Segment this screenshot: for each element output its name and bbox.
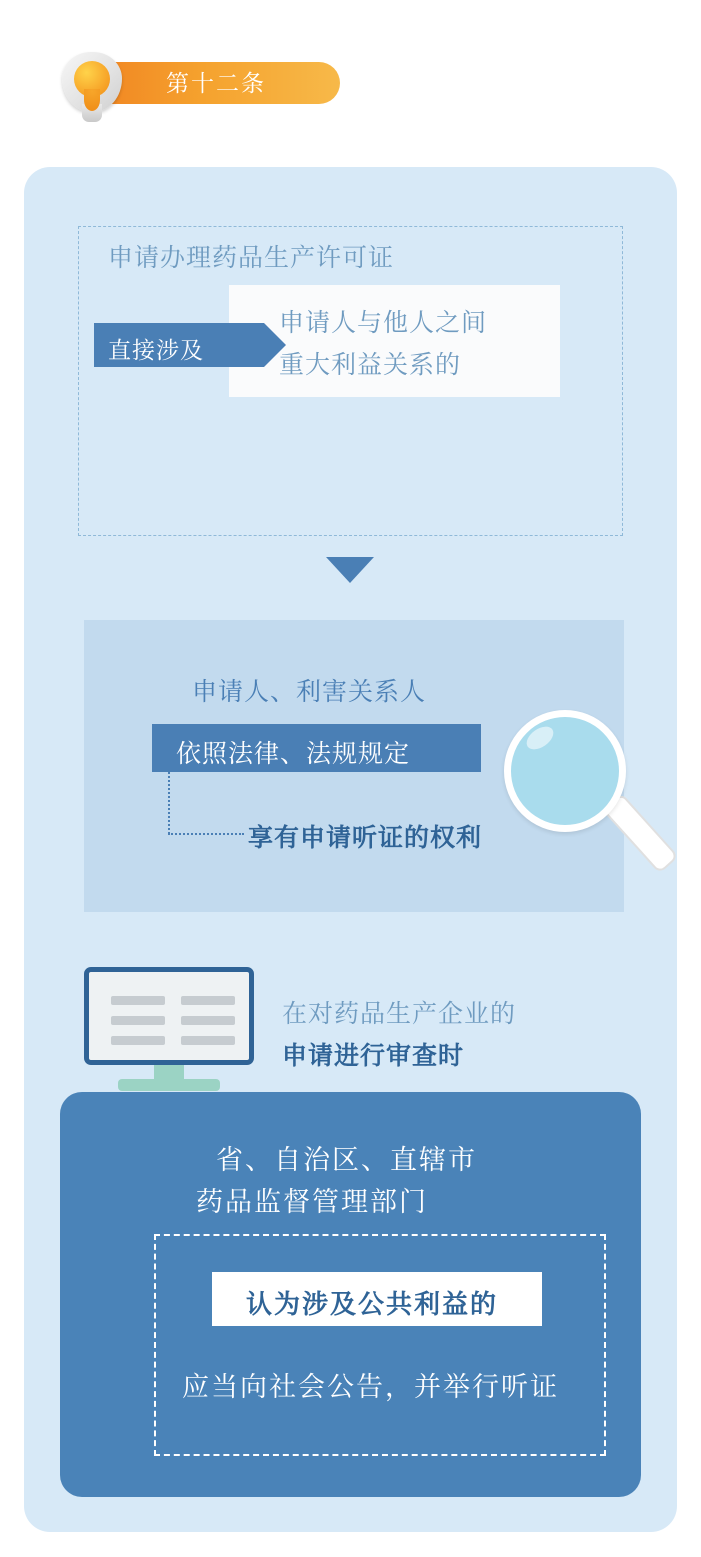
block1-tag-label: 直接涉及 <box>108 337 204 363</box>
review-line1: 在对药品生产企业的 <box>282 1000 517 1028</box>
lightbulb-filament <box>74 61 110 97</box>
block3-line2: 药品监督管理部门 <box>196 1187 428 1217</box>
monitor-content-line <box>111 996 165 1005</box>
monitor-content-line <box>111 1036 165 1045</box>
review-line2: 申请进行审查时 <box>282 1042 465 1070</box>
block3-line1: 省、自治区、直辖市 <box>216 1145 477 1175</box>
monitor-screen <box>84 967 254 1065</box>
monitor-content-line <box>111 1016 165 1025</box>
block2-highlight: 享有申请听证的权利 <box>248 824 483 852</box>
block1-tag <box>94 323 264 367</box>
monitor-icon <box>84 967 264 1102</box>
header-badge <box>40 52 340 114</box>
lightbulb-icon <box>62 52 122 114</box>
block-authority-notice <box>60 1092 641 1497</box>
block3-highlight-bar <box>212 1272 542 1326</box>
monitor-content-line <box>181 1016 235 1025</box>
magnifier-lens <box>504 710 626 832</box>
monitor-content-line <box>181 996 235 1005</box>
main-panel <box>24 167 677 1532</box>
header-badge-label: 第十二条 <box>166 70 266 96</box>
arrow-down-icon <box>326 557 374 583</box>
block1-detail-line2: 重大利益关系的 <box>279 351 462 379</box>
block1-title: 申请办理药品生产许可证 <box>108 244 395 272</box>
block2-title: 申请人、利害关系人 <box>192 678 427 706</box>
block3-highlight-label: 认为涉及公共利益的 <box>246 1289 499 1319</box>
block3-line3: 应当向社会公告，并举行听证 <box>182 1372 559 1402</box>
block2-bar-label: 依照法律、法规规定 <box>176 740 411 768</box>
block1-detail-line1: 申请人与他人之间 <box>279 309 488 337</box>
monitor-stand-base <box>118 1079 220 1091</box>
block2-bar <box>152 724 481 772</box>
block2-connector-horizontal <box>168 833 244 836</box>
block3-dotted-frame <box>154 1234 606 1456</box>
monitor-content-line <box>181 1036 235 1045</box>
magnifier-icon <box>504 710 694 900</box>
block2-connector-vertical <box>168 772 171 834</box>
block-hearing-rights <box>84 620 624 912</box>
